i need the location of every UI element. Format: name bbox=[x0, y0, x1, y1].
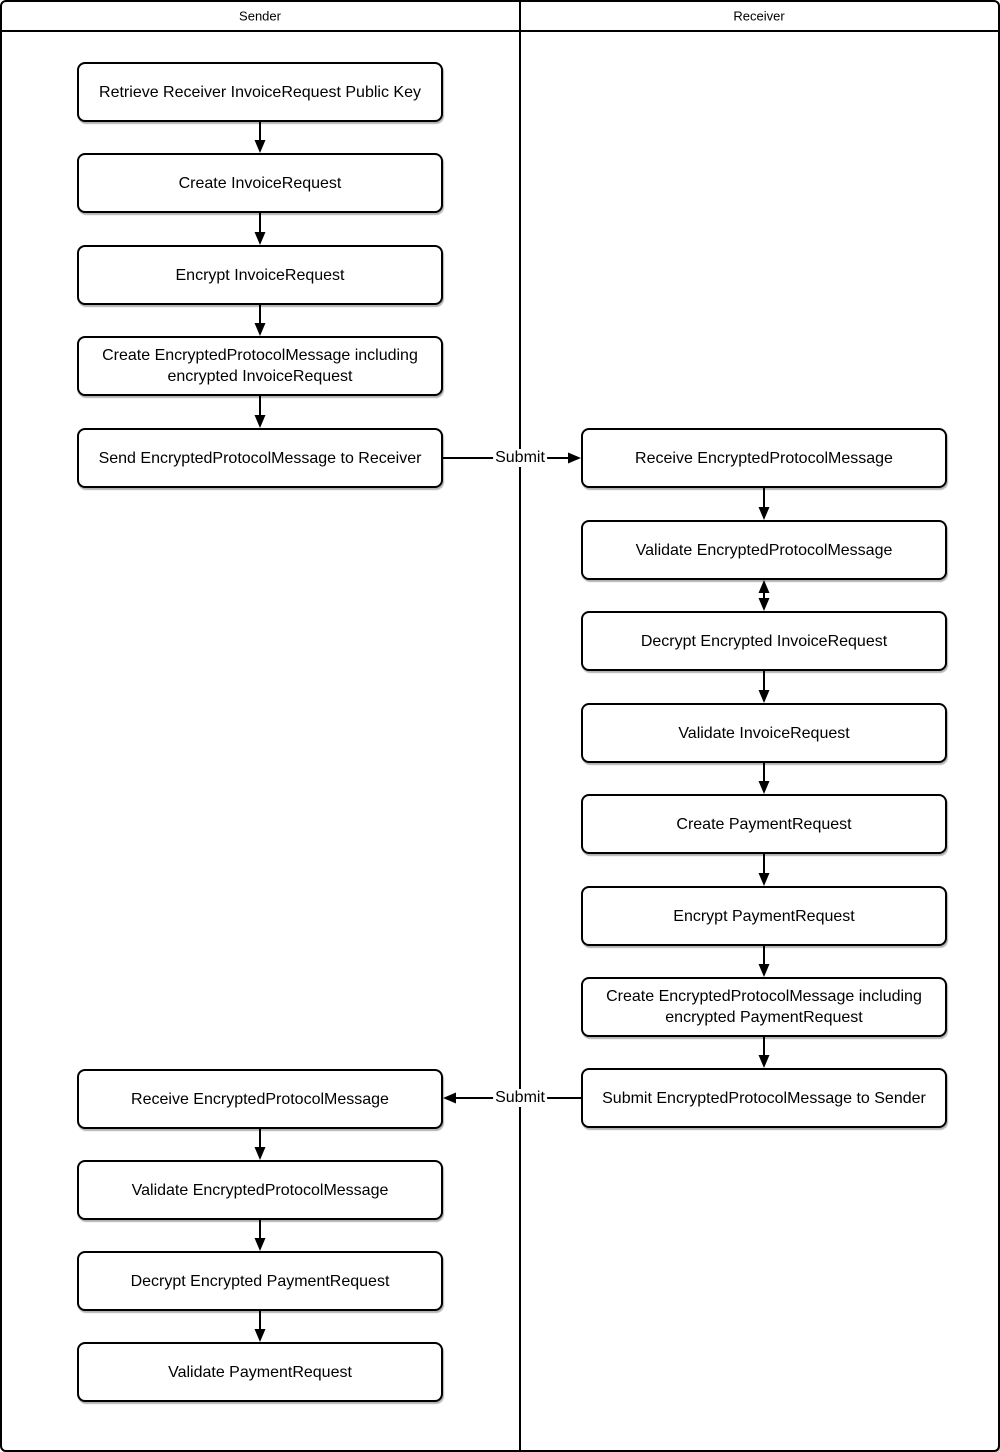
edge-s6-s7 bbox=[255, 1129, 266, 1160]
flow-node-r4: Validate InvoiceRequest bbox=[581, 703, 947, 763]
arrowhead-icon bbox=[759, 598, 770, 611]
flow-node-s6: Receive EncryptedProtocolMessage bbox=[77, 1069, 443, 1129]
edge-s2-s3 bbox=[255, 213, 266, 245]
edge-r2-r3 bbox=[759, 580, 770, 611]
arrowhead-icon bbox=[759, 507, 770, 520]
arrowhead-icon bbox=[759, 873, 770, 886]
arrowhead-icon bbox=[443, 1093, 456, 1104]
edge-s4-s5 bbox=[255, 396, 266, 428]
edge-r4-r5 bbox=[759, 763, 770, 794]
arrowhead-icon bbox=[255, 1329, 266, 1342]
flow-node-r1: Receive EncryptedProtocolMessage bbox=[581, 428, 947, 488]
flow-node-r3: Decrypt Encrypted InvoiceRequest bbox=[581, 611, 947, 671]
edge-r7-r8 bbox=[759, 1037, 770, 1068]
lane-header-receiver: Receiver bbox=[733, 8, 785, 24]
flow-node-s4: Create EncryptedProtocolMessage including encrypted InvoiceRequest bbox=[77, 336, 443, 396]
arrowhead-icon bbox=[759, 964, 770, 977]
flow-node-s9: Validate PaymentRequest bbox=[77, 1342, 443, 1402]
flow-node-r2: Validate EncryptedProtocolMessage bbox=[581, 520, 947, 580]
arrowhead-icon bbox=[255, 140, 266, 153]
flow-node-s8: Decrypt Encrypted PaymentRequest bbox=[77, 1251, 443, 1311]
arrowhead-icon bbox=[255, 232, 266, 245]
edge-r3-r4 bbox=[759, 671, 770, 703]
lane-header-sender: Sender bbox=[239, 8, 281, 24]
flow-node-r5: Create PaymentRequest bbox=[581, 794, 947, 854]
flow-node-s1: Retrieve Receiver InvoiceRequest Public Key bbox=[77, 62, 443, 122]
flow-node-r7: Create EncryptedProtocolMessage including encrypted PaymentRequest bbox=[581, 977, 947, 1037]
flow-node-r8: Submit EncryptedProtocolMessage to Sender bbox=[581, 1068, 947, 1128]
arrowhead-icon bbox=[759, 580, 770, 593]
arrowhead-icon bbox=[759, 1055, 770, 1068]
edge-label-submit: Submit bbox=[495, 449, 545, 466]
flow-node-s7: Validate EncryptedProtocolMessage bbox=[77, 1160, 443, 1220]
edge-r1-r2 bbox=[759, 488, 770, 520]
flow-node-r6: Encrypt PaymentRequest bbox=[581, 886, 947, 946]
arrowhead-icon bbox=[759, 781, 770, 794]
arrowhead-icon bbox=[759, 690, 770, 703]
arrowhead-icon bbox=[568, 453, 581, 464]
edge-s7-s8 bbox=[255, 1220, 266, 1251]
edge-s8-s9 bbox=[255, 1311, 266, 1342]
edge-label-submit: Submit bbox=[495, 1089, 545, 1106]
edge-r5-r6 bbox=[759, 854, 770, 886]
flow-node-s5: Send EncryptedProtocolMessage to Receiver bbox=[77, 428, 443, 488]
flow-node-s3: Encrypt InvoiceRequest bbox=[77, 245, 443, 305]
flow-node-s2: Create InvoiceRequest bbox=[77, 153, 443, 213]
arrowhead-icon bbox=[255, 415, 266, 428]
arrowhead-icon bbox=[255, 1238, 266, 1251]
arrowhead-icon bbox=[255, 1147, 266, 1160]
edge-s3-s4 bbox=[255, 305, 266, 336]
edge-s1-s2 bbox=[255, 122, 266, 153]
edge-r6-r7 bbox=[759, 946, 770, 977]
arrowhead-icon bbox=[255, 323, 266, 336]
